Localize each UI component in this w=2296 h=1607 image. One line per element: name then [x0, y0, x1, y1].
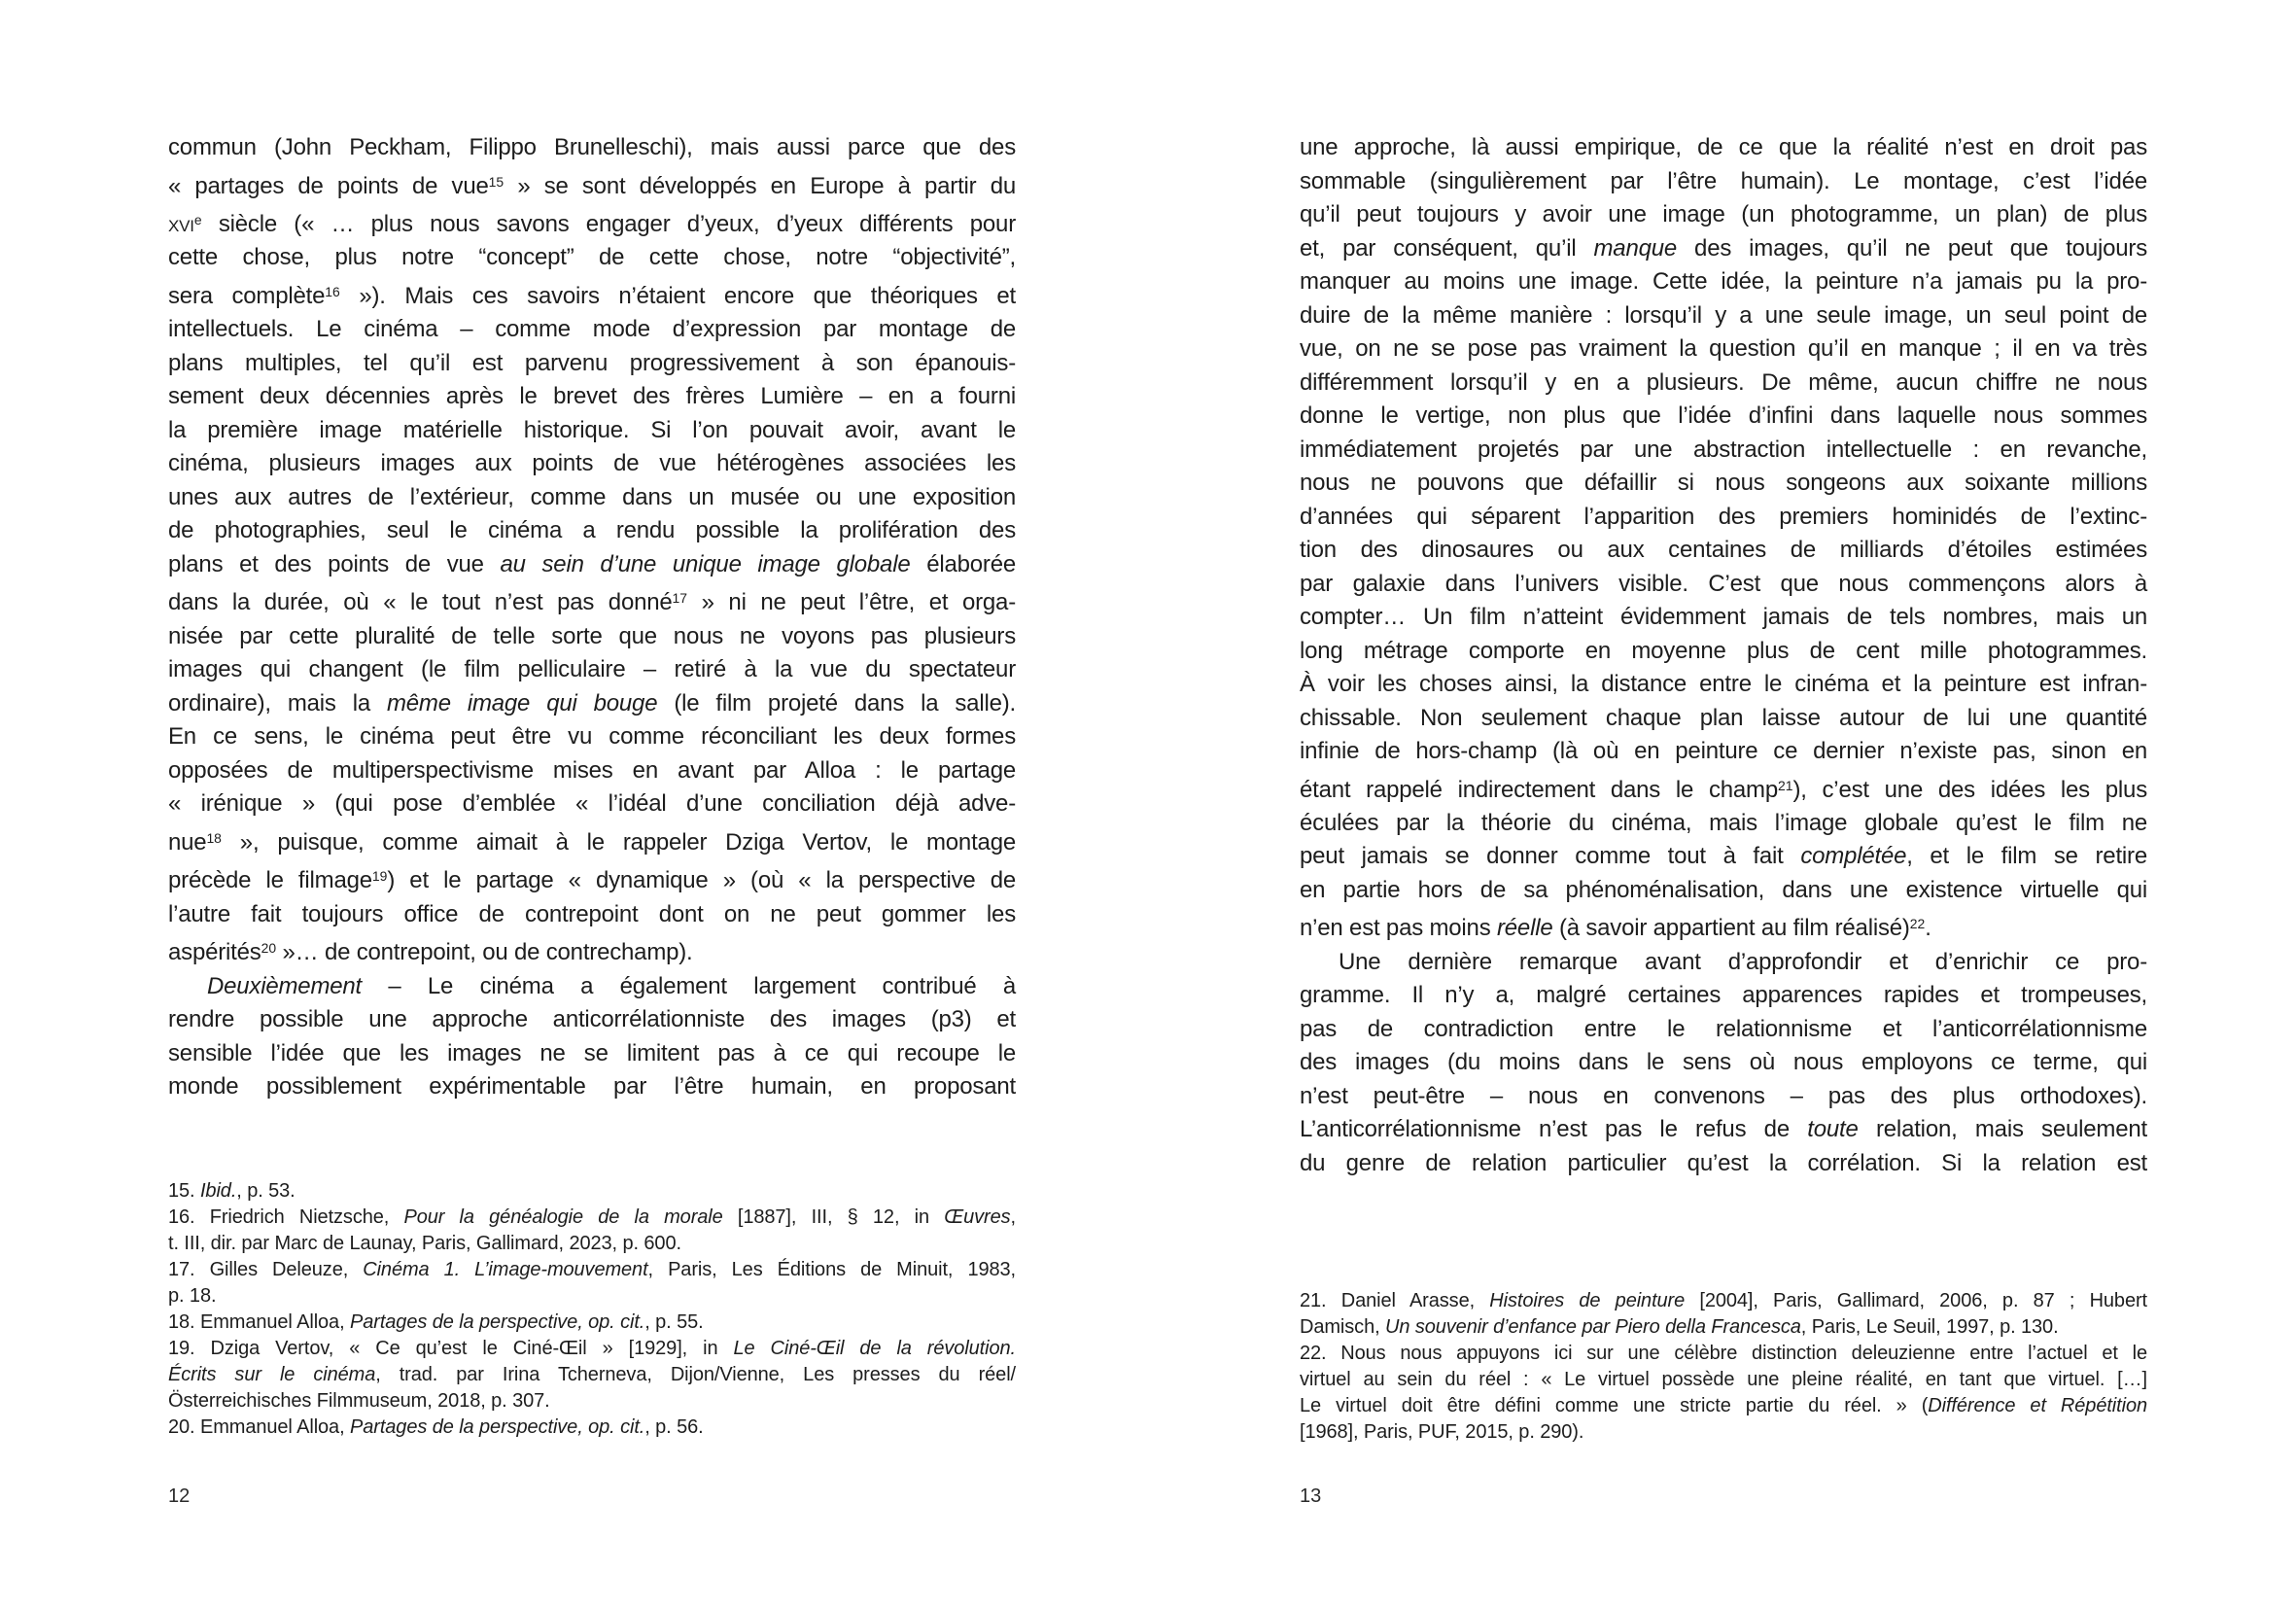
text-segment: 19: [371, 868, 388, 885]
text-line: [1300, 1013, 2147, 1047]
text-line: [168, 1336, 1016, 1362]
text-segment: Damisch,: [1300, 1316, 1386, 1338]
text-line: [1300, 165, 2147, 199]
text-line: [168, 380, 1016, 414]
text-segment: donne le vertige, non plus que l’idée d’infini dans laquelle nous sommes: [1300, 402, 2147, 429]
text-line: [168, 275, 1016, 313]
text-line: [1300, 568, 2147, 602]
text-line: [168, 131, 1016, 165]
text-segment: sensible l’idée que les images ne se limitent pas à ce qui recoupe le: [168, 1039, 1016, 1066]
text-segment: chissable. Non seulement chaque plan laisse autour de lui une quantité: [1300, 704, 2147, 731]
text-line: [1300, 501, 2147, 535]
text-line: [168, 1257, 1016, 1283]
text-segment: 16. Friedrich Nietzsche,: [168, 1206, 404, 1228]
text-segment: précède le filmage: [168, 867, 372, 894]
text-segment: Deuxièmement: [207, 972, 363, 999]
text-segment: nous ne pouvons que défaillir si nous songeons aux soixante millions: [1300, 470, 2147, 496]
text-line: [168, 203, 1016, 241]
text-line: [168, 1231, 1016, 1257]
text-segment: Écrits sur le cinéma: [168, 1364, 376, 1385]
text-line: [1300, 534, 2147, 568]
text-segment: , Paris, Le Seuil, 1997, p. 130.: [1800, 1316, 2059, 1338]
text-segment: [2004], Paris, Gallimard, 2006, p. 87 ; Hubert: [1685, 1290, 2147, 1311]
text-segment: Œuvres: [944, 1206, 1011, 1228]
text-segment: complétée: [1800, 843, 1907, 870]
text-line: [1300, 434, 2147, 468]
text-segment: infinie de hors-champ (là où en peinture ce dernier n’existe pas, sinon en: [1300, 738, 2147, 764]
text-segment: p. 18.: [168, 1285, 217, 1307]
text-line: [1300, 668, 2147, 702]
text-line: [168, 1283, 1016, 1310]
text-line: [1300, 332, 2147, 367]
text-segment: n’est peut-être – nous en convenons – pas des plus orthodoxes).: [1300, 1082, 2147, 1109]
text-segment: À voir les choses ainsi, la distance entre le cinéma et la peinture est infran-: [1300, 671, 2147, 697]
text-segment: , p. 53.: [236, 1180, 296, 1202]
text-segment: Ibid.: [199, 1180, 237, 1202]
text-segment: images qui changent (le film pelliculaire – retiré à la vue du spectateur: [168, 656, 1016, 683]
text-segment: Partages de la perspective, op. cit.: [350, 1416, 645, 1438]
text-segment: , trad. par Irina Tcherneva, Dijon/Vienne, Les presses du réel/: [375, 1364, 1016, 1385]
text-segment: de photographies, seul le cinéma a rendu possible la prolifération des: [168, 517, 1016, 544]
text-segment: sement deux décennies après le brevet des frères Lumière – en a fourni: [168, 383, 1016, 410]
text-segment: peut jamais se donner comme tout à fait: [1300, 843, 1801, 870]
text-segment: « irénique » (qui pose d’emblée « l’idéal d’une conciliation déjà adve-: [168, 790, 1016, 818]
text-segment: – Le cinéma a également largement contribué à: [362, 972, 1016, 999]
text-segment: vue, on ne se pose pas vraiment la question qu’il en manque ; il en va très: [1300, 335, 2147, 362]
text-line: [1300, 467, 2147, 501]
text-segment: (le film projeté dans la salle).: [657, 689, 1017, 716]
text-line: [168, 653, 1016, 687]
text-segment: intellectuels. Le cinéma – comme mode d’expression par montage de: [168, 316, 1016, 343]
text-line: [1300, 807, 2147, 841]
text-segment: cette chose, plus notre “concept” de cette chose, notre “objectivité”,: [168, 244, 1016, 271]
text-segment: Österreichisches Filmmuseum, 2018, p. 307.: [168, 1390, 550, 1412]
text-segment: 18: [206, 829, 222, 846]
text-segment: Partages de la perspective, op. cit.: [350, 1311, 645, 1333]
text-segment: 19. Dziga Vertov, « Ce qu’est le Ciné-Œil » [1929], in: [168, 1338, 734, 1359]
text-line: [168, 1310, 1016, 1336]
text-segment: la première image matérielle historique. Si l’on pouvait avoir, avant le: [168, 416, 1016, 443]
text-line: [1300, 840, 2147, 874]
text-line: [1300, 1314, 2147, 1341]
text-segment: des images, qu’il ne peut que toujours: [1677, 234, 2147, 262]
text-segment: des images (du moins dans le sens où nous employons ce terme, qui: [1300, 1049, 2147, 1076]
text-line: [1300, 198, 2147, 232]
text-segment: qu’il peut toujours y avoir une image (un photogramme, un plan) de plus: [1300, 201, 2147, 227]
text-line: [168, 241, 1016, 275]
text-line: [1300, 979, 2147, 1013]
text-line: [168, 165, 1016, 203]
text-segment: Cinéma 1. L’image-mouvement: [363, 1259, 648, 1280]
text-segment: éculées par la théorie du cinéma, mais l’image globale qu’est le film ne: [1300, 809, 2147, 836]
text-segment: ordinaire), mais la: [168, 689, 387, 716]
text-segment: rendre possible une approche anticorrélationniste des images (p3) et: [168, 1006, 1016, 1033]
text-segment: ) et le partage « dynamique » (où « la perspective de: [387, 867, 1016, 894]
text-segment: [1887], III, § 12, in: [722, 1206, 945, 1228]
text-segment: duire de la même manière : lorsqu’il y a une seule image, un seul point de: [1300, 301, 2147, 329]
text-segment: Le virtuel doit être défini comme une stricte partie du réel. » (: [1300, 1395, 1929, 1416]
text-line: [168, 1205, 1016, 1231]
text-segment: cinéma, plusieurs images aux points de vue hétérogènes associées les: [168, 450, 1016, 477]
text-segment: réelle: [1496, 915, 1553, 942]
text-segment: 15.: [168, 1180, 200, 1202]
text-segment: élaborée: [910, 550, 1017, 577]
page-right-number: 13: [1300, 1485, 1322, 1507]
text-segment: immédiatement projetés par une abstraction intellectuelle : en revanche,: [1300, 436, 2147, 463]
text-line: [1300, 400, 2147, 434]
text-segment: 16: [325, 283, 340, 299]
text-segment: d’années qui séparent l’apparition des premiers hominidés de l’extinc-: [1300, 503, 2147, 530]
text-segment: 20: [261, 940, 277, 957]
text-line: [1300, 946, 2147, 980]
text-line: [1300, 1147, 2147, 1181]
text-line: [168, 1070, 1016, 1104]
text-line: [168, 859, 1016, 897]
page-right-footnotes: [1300, 1288, 2147, 1446]
text-segment: t. III, dir. par Marc de Launay, Paris, Gallimard, 2023, p. 600.: [168, 1233, 681, 1254]
text-segment: plans multiples, tel qu’il est parvenu progressivement à son épanouis-: [168, 349, 1016, 376]
text-segment: , p. 55.: [644, 1311, 704, 1333]
text-segment: »). Mais ces savoirs n’étaient encore que théoriques et: [339, 282, 1016, 309]
text-segment: n’en est pas moins: [1300, 915, 1497, 942]
text-line: [1300, 769, 2147, 807]
text-line: [1300, 1046, 2147, 1080]
text-line: [168, 898, 1016, 932]
text-line: [168, 821, 1016, 859]
text-segment: au sein d’une unique image globale: [500, 550, 911, 577]
text-line: [168, 931, 1016, 969]
text-line: [1300, 601, 2147, 635]
text-line: [168, 1362, 1016, 1388]
text-line: [1300, 367, 2147, 401]
page-right-body-text: [1300, 131, 2147, 1180]
text-segment: dans la durée, où « le tout n’est pas donné: [168, 589, 673, 616]
text-segment: »… de contrepoint, ou de contrechamp).: [276, 939, 693, 966]
text-segment: une approche, là aussi empirique, de ce que la réalité n’est en droit pas: [1300, 134, 2147, 160]
text-segment: En ce sens, le cinéma peut être vu comme réconciliant les deux formes: [168, 723, 1016, 751]
text-segment: Différence et Répétition: [1928, 1395, 2147, 1416]
text-line: [168, 970, 1016, 1004]
text-line: [1300, 1419, 2147, 1446]
text-segment: 21: [1778, 777, 1793, 793]
page-left-body-text: [168, 131, 1016, 1104]
text-line: [168, 481, 1016, 515]
text-segment: gramme. Il n’y a, malgré certaines apparences rapides et trompeuses,: [1300, 982, 2147, 1009]
text-segment: .: [1925, 915, 1931, 942]
text-segment: manquer au moins une image. Cette idée, la peinture n’a jamais pu la pro-: [1300, 268, 2147, 295]
text-segment: ), c’est une des idées les plus: [1792, 776, 2147, 803]
text-segment: Une dernière remarque avant d’approfondir et d’enrichir ce pro-: [1339, 948, 2147, 975]
text-segment: xvi: [168, 210, 194, 237]
page-left-number: 12: [168, 1485, 191, 1507]
text-line: [1300, 907, 2147, 945]
page-left-footnotes: [168, 1178, 1016, 1441]
text-line: [168, 720, 1016, 754]
text-segment: 17. Gilles Deleuze,: [168, 1259, 364, 1280]
text-segment: virtuel au sein du réel : « Le virtuel possède une pleine réalité, en tant que virtuel. […]: [1300, 1369, 2147, 1390]
text-line: [168, 754, 1016, 788]
text-segment: Histoires de peinture: [1489, 1290, 1686, 1311]
text-line: [168, 514, 1016, 548]
text-segment: e: [193, 211, 202, 227]
text-segment: » se sont développés en Europe à partir du: [504, 172, 1016, 199]
text-segment: nue: [168, 828, 207, 856]
text-line: [168, 548, 1016, 582]
text-segment: 15: [488, 173, 504, 190]
text-line: [168, 414, 1016, 448]
text-segment: 22: [1909, 916, 1926, 932]
text-segment: toute: [1807, 1116, 1859, 1143]
text-line: [168, 313, 1016, 347]
text-segment: opposées de multiperspectivisme mises en avant par Alloa : le partage: [168, 756, 1016, 784]
text-line: [168, 581, 1016, 619]
text-line: [1300, 735, 2147, 769]
text-segment: Un souvenir d’enfance par Piero della Francesca: [1385, 1316, 1801, 1338]
text-segment: sommable (singulièrement par l’être humain). Le montage, c’est l’idée: [1300, 167, 2147, 194]
page-right: [1300, 0, 2147, 1607]
text-line: [1300, 702, 2147, 736]
text-segment: (à savoir appartient au film réalisé): [1552, 915, 1910, 942]
text-segment: ,: [1010, 1206, 1017, 1228]
text-line: [168, 687, 1016, 721]
text-segment: nisée par cette pluralité de telle sorte que nous ne voyons pas plusieurs: [168, 622, 1016, 649]
text-line: [1300, 1113, 2147, 1147]
text-segment: 21. Daniel Arasse,: [1300, 1290, 1490, 1311]
text-segment: monde possiblement expérimentable par l’être humain, en proposant: [168, 1073, 1016, 1100]
text-line: [168, 787, 1016, 821]
text-line: [1300, 1341, 2147, 1367]
text-segment: différemment lorsqu’il y en a plusieurs. De même, aucun chiffre ne nous: [1300, 368, 2147, 396]
text-segment: 17: [672, 590, 688, 607]
text-segment: et, par conséquent, qu’il: [1300, 234, 1594, 262]
page-left: [168, 0, 1016, 1607]
text-line: [1300, 1288, 2147, 1314]
text-line: [1300, 874, 2147, 908]
text-line: [168, 620, 1016, 654]
text-segment: Le Ciné-Œil de la révolution.: [733, 1338, 1016, 1359]
text-segment: même image qui bouge: [386, 689, 658, 716]
text-segment: , Paris, Les Éditions de Minuit, 1983,: [647, 1259, 1016, 1280]
text-segment: 18. Emmanuel Alloa,: [168, 1311, 350, 1333]
text-segment: relation, mais seulement: [1858, 1116, 2147, 1143]
text-segment: sera complète: [168, 282, 326, 309]
text-line: [168, 1388, 1016, 1415]
text-segment: », puisque, comme aimait à le rappeler Dziga Vertov, le montage: [221, 828, 1016, 856]
text-segment: « partages de points de vue: [168, 172, 489, 199]
text-segment: Pour la généalogie de la morale: [403, 1206, 723, 1228]
text-segment: unes aux autres de l’extérieur, comme dans un musée ou une exposition: [168, 483, 1016, 510]
text-line: [1300, 635, 2147, 669]
text-segment: 20. Emmanuel Alloa,: [168, 1416, 350, 1438]
text-segment: en partie hors de sa phénoménalisation, dans une existence virtuelle qui: [1300, 876, 2147, 903]
text-segment: commun (John Peckham, Filippo Brunelleschi), mais aussi parce que des: [168, 134, 1016, 160]
text-segment: tion des dinosaures ou aux centaines de milliards d’étoiles estimées: [1300, 537, 2147, 563]
text-line: [168, 1037, 1016, 1071]
text-line: [168, 447, 1016, 481]
text-segment: siècle (« … plus nous savons engager d’yeux, d’yeux différents pour: [201, 210, 1016, 237]
text-line: [168, 347, 1016, 381]
text-segment: , p. 56.: [644, 1416, 704, 1438]
text-segment: plans et des points de vue: [168, 550, 501, 577]
text-line: [1300, 299, 2147, 333]
text-segment: long métrage comporte en moyenne plus de cent mille photogrammes.: [1300, 637, 2147, 664]
text-line: [1300, 232, 2147, 266]
text-segment: L’anticorrélationnisme n’est pas le refus de: [1300, 1116, 1808, 1143]
text-segment: l’autre fait toujours office de contrepoint dont on ne peut gommer les: [168, 900, 1016, 927]
text-segment: 22. Nous nous appuyons ici sur une célèbre distinction deleuzienne entre l’actuel et le: [1300, 1343, 2147, 1364]
text-segment: par galaxie dans l’univers visible. C’est que nous commençons alors à: [1300, 570, 2147, 597]
text-segment: pas de contradiction entre le relationnisme et l’anticorrélationnisme: [1300, 1015, 2147, 1042]
text-segment: étant rappelé indirectement dans le champ: [1300, 776, 1778, 803]
text-line: [1300, 131, 2147, 165]
text-line: [1300, 1393, 2147, 1419]
text-line: [168, 1178, 1016, 1205]
text-segment: , et le film se retire: [1906, 843, 2147, 870]
text-line: [1300, 265, 2147, 299]
text-line: [1300, 1367, 2147, 1393]
text-segment: [1968], Paris, PUF, 2015, p. 290).: [1300, 1421, 1584, 1443]
text-segment: du genre de relation particulier qu’est la corrélation. Si la relation est: [1300, 1149, 2147, 1176]
text-line: [168, 1003, 1016, 1037]
text-line: [168, 1415, 1016, 1441]
text-segment: manque: [1593, 234, 1678, 262]
text-segment: aspérités: [168, 939, 261, 966]
text-line: [1300, 1080, 2147, 1114]
text-segment: » ni ne peut l’être, et orga-: [687, 589, 1016, 616]
text-segment: compter… Un film n’atteint évidemment jamais de tels nombres, mais un: [1300, 604, 2147, 630]
